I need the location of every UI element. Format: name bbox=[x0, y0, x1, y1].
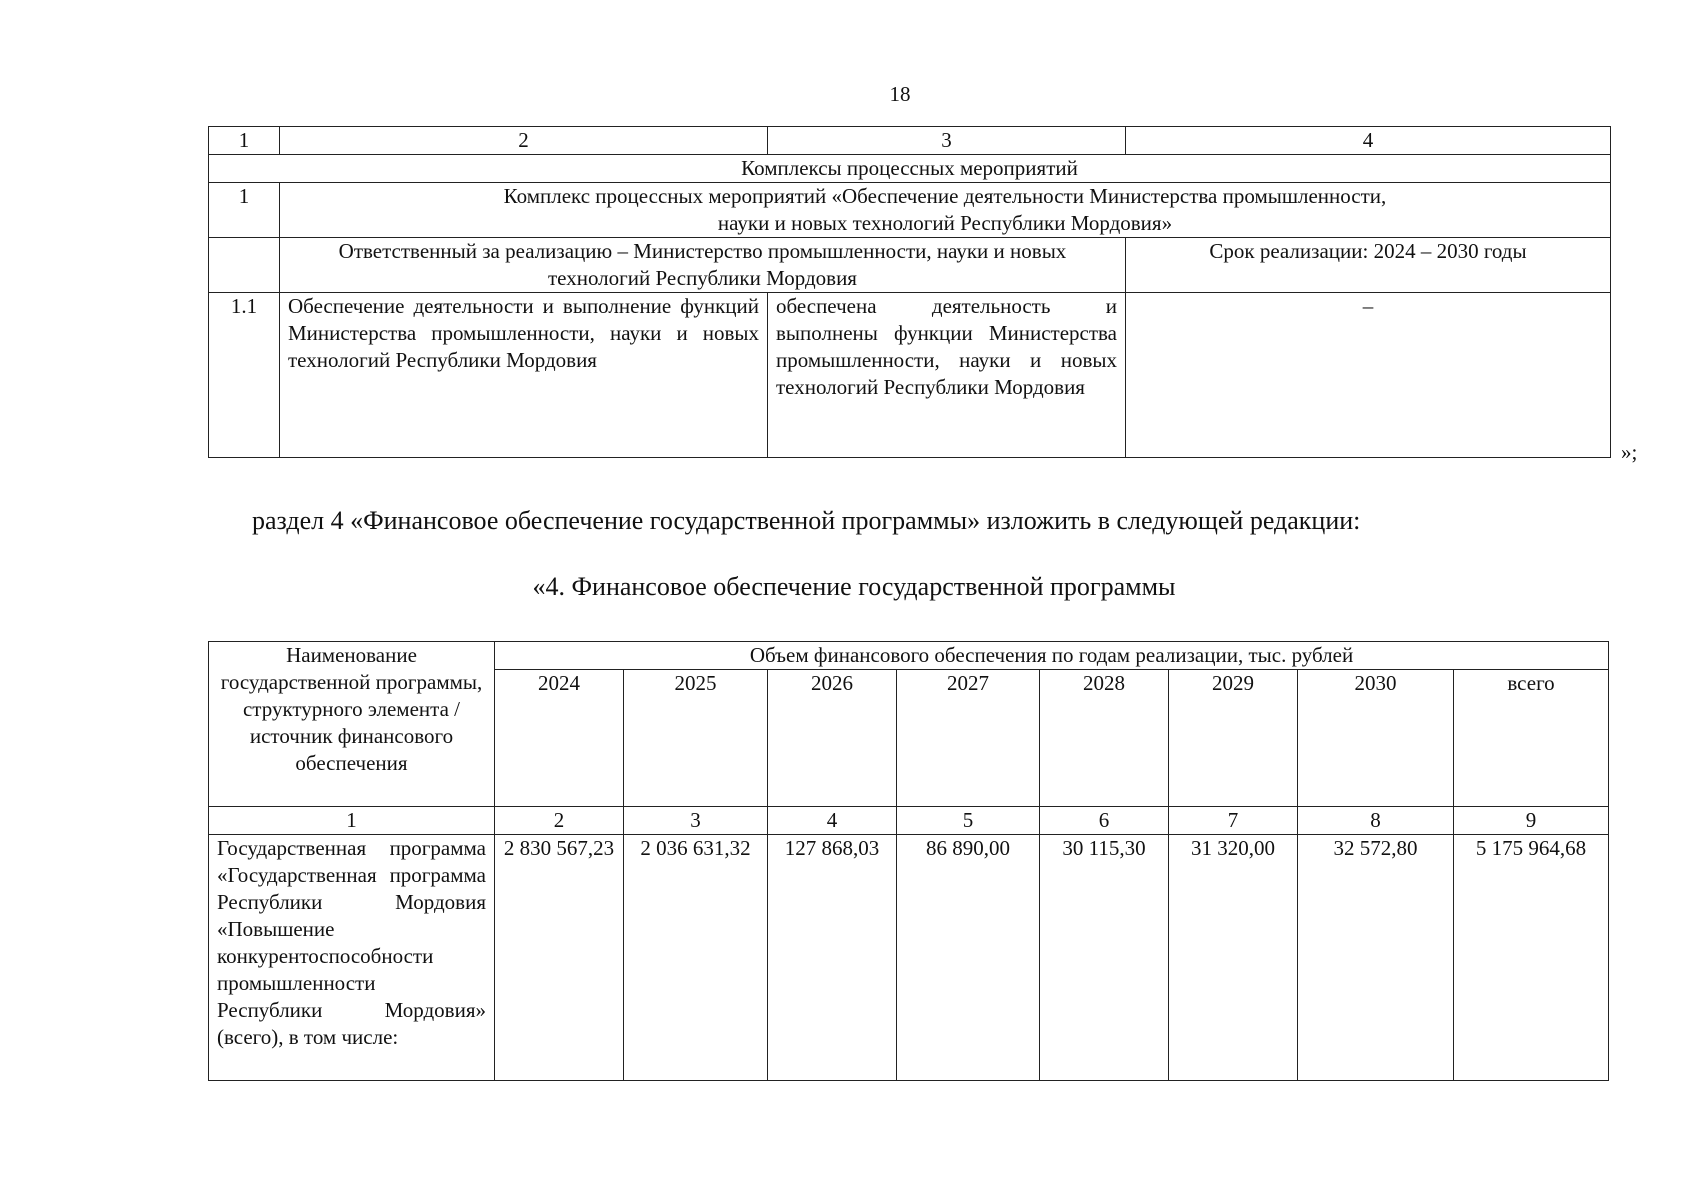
year-header: 2024 bbox=[495, 670, 624, 807]
amendment-paragraph: раздел 4 «Финансовое обеспечение государственной программы» изложить в следующей редакции: bbox=[252, 506, 1361, 535]
total-header: всего bbox=[1454, 670, 1609, 807]
responsible-text: Ответственный за реализацию – Министерство промышленности, науки и новых технологий Республики Мордовия bbox=[280, 238, 1126, 293]
col-number: 7 bbox=[1169, 807, 1298, 835]
year-header: 2029 bbox=[1169, 670, 1298, 807]
value-2027: 86 890,00 bbox=[897, 835, 1040, 1081]
section-heading-text: «4. Финансовое обеспечение государственной программы bbox=[532, 572, 1176, 601]
section-heading bbox=[0, 572, 1692, 602]
complex-title bbox=[280, 183, 1611, 238]
value-2024: 2 830 567,23 bbox=[495, 835, 624, 1081]
col-number: 6 bbox=[1040, 807, 1169, 835]
term-text: Срок реализации: 2024 – 2030 годы bbox=[1126, 238, 1611, 293]
name-header: Наименование государственной программы, структурного элемента / источник финансового обеспечения bbox=[209, 642, 495, 807]
column-number-row bbox=[209, 127, 1611, 155]
value-2029: 31 320,00 bbox=[1169, 835, 1298, 1081]
closing-quote: »; bbox=[1621, 440, 1638, 464]
value-total: 5 175 964,68 bbox=[1454, 835, 1609, 1081]
program-name: Государственная программа «Государственная программа Республики Мордовия «Повышение конкурентоспособности промышленности Республики Мордовия» (всего), в том числе: bbox=[209, 835, 495, 1081]
col-number: 1 bbox=[209, 807, 495, 835]
activity-result: обеспечена деятельность и выполнены функции Министерства промышленности, науки и новых технологий Республики Мордовия bbox=[768, 293, 1126, 458]
financing-table bbox=[208, 641, 1609, 1081]
col-number: 2 bbox=[280, 127, 768, 155]
col-number: 8 bbox=[1298, 807, 1454, 835]
col-number: 5 bbox=[897, 807, 1040, 835]
col-number: 3 bbox=[768, 127, 1126, 155]
activity-task: Обеспечение деятельности и выполнение функций Министерства промышленности, науки и новых технологий Республики Мордовия bbox=[280, 293, 768, 458]
year-header: 2026 bbox=[768, 670, 897, 807]
responsible-row bbox=[209, 238, 1611, 293]
activity-number: 1.1 bbox=[209, 293, 280, 458]
table-row bbox=[209, 835, 1609, 1081]
col-number: 1 bbox=[209, 127, 280, 155]
value-2028: 30 115,30 bbox=[1040, 835, 1169, 1081]
col-number: 4 bbox=[1126, 127, 1611, 155]
year-header: 2027 bbox=[897, 670, 1040, 807]
col-number: 2 bbox=[495, 807, 624, 835]
year-header: 2028 bbox=[1040, 670, 1169, 807]
value-2030: 32 572,80 bbox=[1298, 835, 1454, 1081]
complex-title-line2: науки и новых технологий Республики Мордовия» bbox=[717, 211, 1173, 235]
financing-header-row bbox=[209, 642, 1609, 670]
col-number: 9 bbox=[1454, 807, 1609, 835]
col-number: 3 bbox=[624, 807, 768, 835]
year-header: 2025 bbox=[624, 670, 768, 807]
section-title: Комплексы процессных мероприятий bbox=[209, 155, 1611, 183]
volume-header: Объем финансового обеспечения по годам реализации, тыс. рублей bbox=[495, 642, 1609, 670]
page-number: 18 bbox=[889, 82, 911, 106]
section-title-row bbox=[209, 155, 1611, 183]
column-number-row bbox=[209, 807, 1609, 835]
activities-table bbox=[208, 126, 1611, 458]
activity-row bbox=[209, 293, 1611, 458]
empty-cell bbox=[209, 238, 280, 293]
col-number: 4 bbox=[768, 807, 897, 835]
activity-link: – bbox=[1126, 293, 1611, 458]
complex-number: 1 bbox=[209, 183, 280, 238]
complex-row bbox=[209, 183, 1611, 238]
value-2025: 2 036 631,32 bbox=[624, 835, 768, 1081]
year-header: 2030 bbox=[1298, 670, 1454, 807]
value-2026: 127 868,03 bbox=[768, 835, 897, 1081]
complex-title-line1: Комплекс процессных мероприятий «Обеспечение деятельности Министерства промышленности, bbox=[503, 184, 1387, 208]
